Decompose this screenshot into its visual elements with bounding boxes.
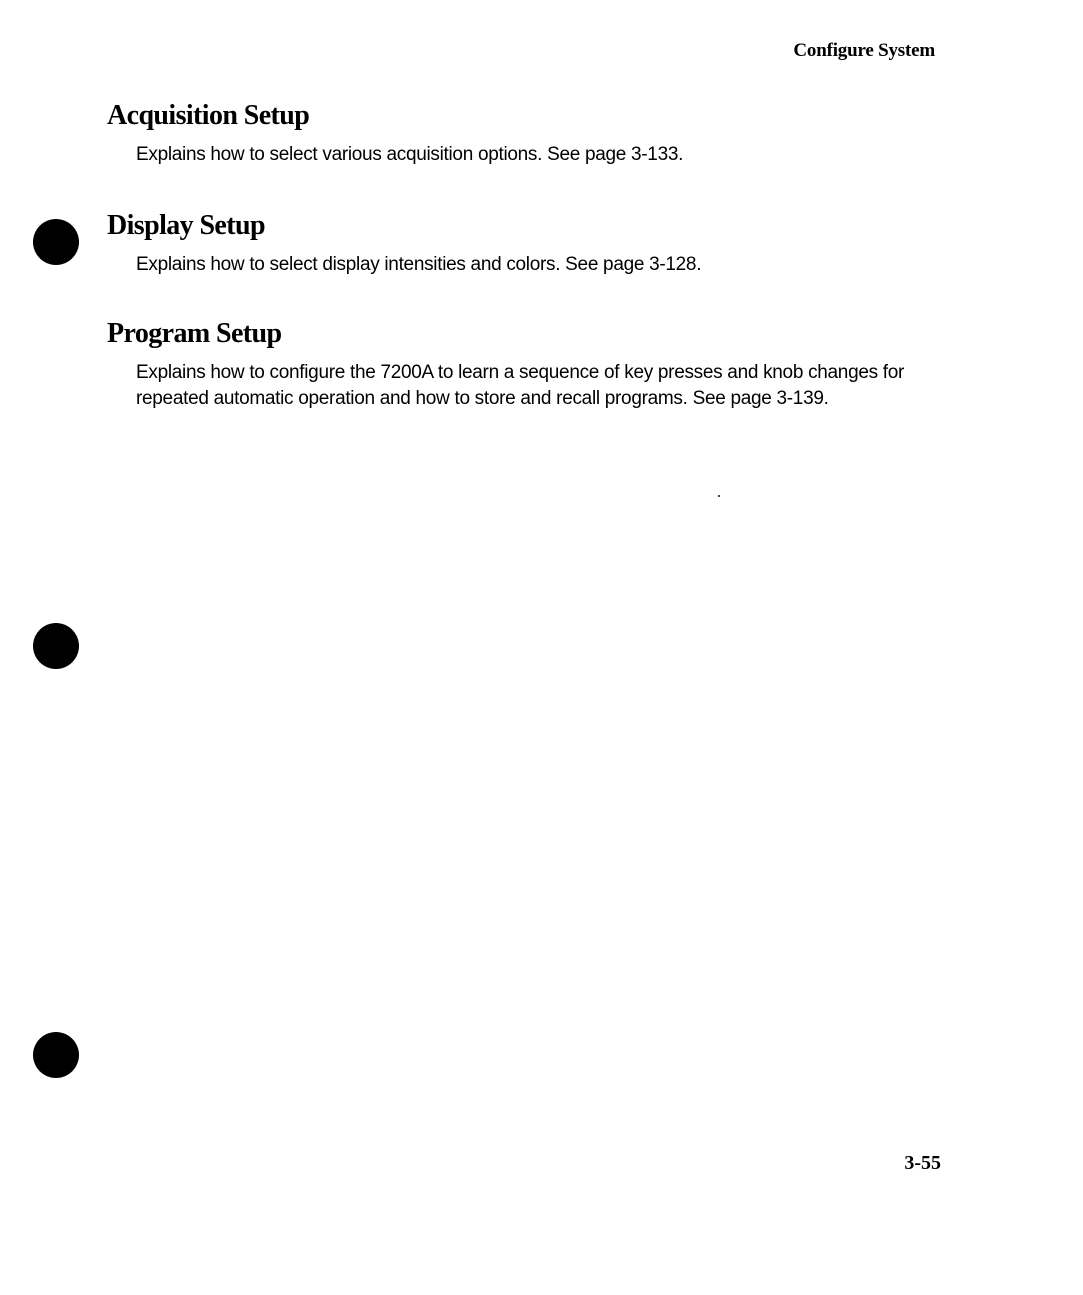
- binder-hole: [33, 1032, 79, 1078]
- section-heading: Program Setup: [107, 318, 282, 349]
- section-body: Explains how to select various acquisition options. See page 3-133.: [136, 144, 684, 165]
- section-body: Explains how to select display intensities and colors. See page 3-128.: [136, 254, 702, 275]
- scan-speck: [718, 495, 720, 497]
- running-header: Configure System: [793, 40, 935, 61]
- binder-hole: [33, 623, 79, 669]
- section-heading: Acquisition Setup: [107, 100, 310, 131]
- binder-hole: [33, 219, 79, 265]
- page-number: 3-55: [904, 1152, 941, 1174]
- section-display-setup: [107, 210, 947, 278]
- section-acquisition-setup: [107, 100, 947, 168]
- section-heading: Display Setup: [107, 210, 265, 241]
- section-program-setup: [107, 318, 947, 412]
- section-body: Explains how to configure the 7200A to learn a sequence of key presses and knob changes for repeated automatic operation and how to store and recall programs. See page 3-139.: [136, 362, 905, 409]
